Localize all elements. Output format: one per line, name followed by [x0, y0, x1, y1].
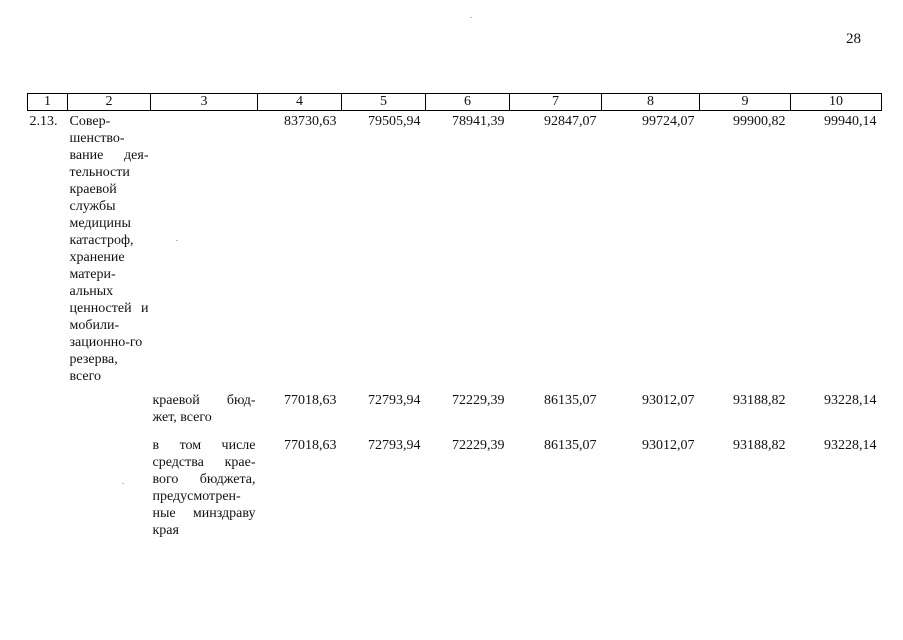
funding-source	[151, 111, 258, 386]
funding-source: в том числе средства крае-вого бюджета, предусмотрен-ные минздраву края	[152, 438, 256, 538]
value-cell: 72229,39	[452, 438, 505, 453]
header-cell: 3	[151, 94, 258, 111]
value-cell: 83730,63	[284, 114, 337, 129]
header-cell: 4	[258, 94, 342, 111]
header-cell: 6	[426, 94, 510, 111]
value-cell: 77018,63	[284, 393, 337, 408]
row-number	[28, 385, 68, 430]
value-cell: 93188,82	[733, 393, 786, 408]
value-cell: 93012,07	[642, 393, 695, 408]
header-cell: 5	[342, 94, 426, 111]
header-cell: 7	[510, 94, 602, 111]
value-cell: 92847,07	[544, 114, 597, 129]
value-cell: 93228,14	[824, 393, 877, 408]
value-cell: 93188,82	[733, 438, 786, 453]
value-cell: 99940,14	[824, 114, 877, 129]
header-cell: 1	[28, 94, 68, 111]
header-cell: 9	[700, 94, 791, 111]
measure-name: Совер-шенство-вание дея-тельности краевой службы медицины катастроф, хранение матери-альных ценностей и мобили-зационно-го резерва, всего	[69, 114, 149, 384]
table-header-row	[28, 94, 882, 111]
table-row	[28, 430, 882, 539]
page-number: 28	[846, 31, 861, 47]
row-number: 2.13.	[29, 114, 58, 129]
value-cell: 72229,39	[452, 393, 505, 408]
row-number	[28, 430, 68, 539]
header-cell: 10	[791, 94, 882, 111]
measure-name	[68, 430, 151, 539]
value-cell: 93012,07	[642, 438, 695, 453]
value-cell: 72793,94	[368, 393, 421, 408]
value-cell: 93228,14	[824, 438, 877, 453]
scan-speck	[470, 17, 472, 18]
value-cell: 79505,94	[368, 114, 421, 129]
value-cell: 99724,07	[642, 114, 695, 129]
value-cell: 86135,07	[544, 393, 597, 408]
budget-table	[27, 93, 882, 539]
value-cell: 78941,39	[452, 114, 505, 129]
value-cell: 72793,94	[368, 438, 421, 453]
header-cell: 2	[68, 94, 151, 111]
value-cell: 86135,07	[544, 438, 597, 453]
funding-source: краевой бюд-жет, всего	[152, 393, 256, 425]
table-row	[28, 111, 882, 386]
table-row	[28, 385, 882, 430]
value-cell: 99900,82	[733, 114, 786, 129]
header-cell: 8	[602, 94, 700, 111]
value-cell: 77018,63	[284, 438, 337, 453]
measure-name	[68, 385, 151, 430]
